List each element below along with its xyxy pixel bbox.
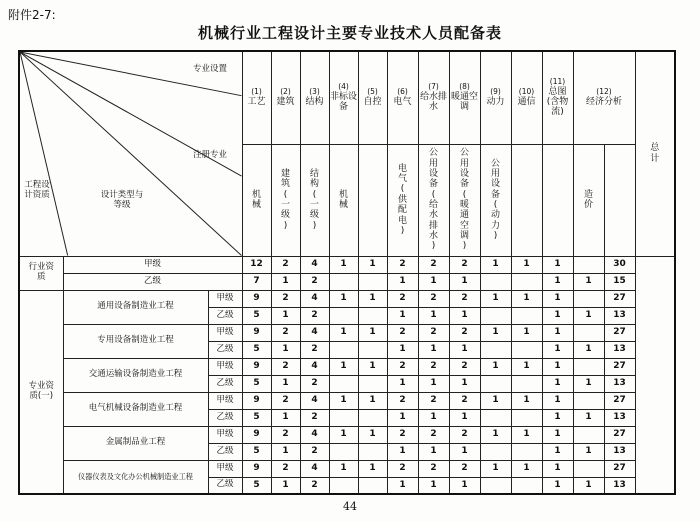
data-cell: 4: [300, 460, 329, 477]
data-cell: 2: [449, 256, 480, 273]
data-cell: 1: [573, 477, 604, 494]
data-cell: 1: [418, 443, 449, 460]
industry-qualification-label: 行业资质: [19, 256, 63, 290]
data-cell: 1: [573, 375, 604, 392]
data-cell: [511, 443, 542, 460]
design-type-label: 通用设备制造业工程: [63, 290, 208, 324]
column-name: 经济分析: [586, 96, 623, 107]
grade-label: 乙级: [208, 307, 242, 324]
data-cell: 1: [271, 273, 300, 290]
data-cell: 1: [542, 341, 573, 358]
column-name: 自控: [363, 96, 382, 107]
design-type-label: 电气机械设备制造业工程: [63, 392, 208, 426]
grade-label: 乙级: [208, 341, 242, 358]
data-cell: 2: [418, 290, 449, 307]
data-cell: 9: [242, 290, 271, 307]
grade-label: 甲级: [63, 256, 242, 273]
data-cell: 4: [300, 290, 329, 307]
table-row: [19, 256, 675, 273]
grade-label: 甲级: [208, 460, 242, 477]
data-cell: 1: [387, 307, 418, 324]
data-cell: 1: [387, 375, 418, 392]
data-cell: 1: [511, 256, 542, 273]
data-cell: 5: [242, 307, 271, 324]
data-cell: [329, 443, 358, 460]
data-cell: 2: [387, 256, 418, 273]
column-number: (11): [549, 76, 566, 86]
grade-label: 甲级: [208, 290, 242, 307]
data-cell: 5: [242, 375, 271, 392]
data-cell: 2: [271, 392, 300, 409]
data-cell: [573, 460, 604, 477]
data-cell: 7: [242, 273, 271, 290]
corner-label-qualification: 工程设计资质: [24, 180, 50, 201]
data-cell: 1: [271, 307, 300, 324]
data-cell: 1: [573, 341, 604, 358]
data-cell: 2: [387, 358, 418, 375]
data-cell: 9: [242, 460, 271, 477]
design-type-label: 仪器仪表及文化办公机械制造业工程: [63, 460, 208, 494]
table-title: 机械行业工程设计主要专业技术人员配备表: [197, 24, 502, 42]
corner-label-registered: 注册专业: [192, 150, 227, 160]
total-cell: 13: [604, 375, 635, 392]
grade-label: 乙级: [208, 409, 242, 426]
column-number: (3): [309, 87, 320, 97]
data-cell: [329, 273, 358, 290]
data-cell: [511, 375, 542, 392]
data-cell: 2: [418, 256, 449, 273]
data-cell: [573, 358, 604, 375]
data-cell: 1: [511, 392, 542, 409]
data-cell: [573, 324, 604, 341]
data-cell: 1: [542, 443, 573, 460]
grade-label: 甲级: [208, 358, 242, 375]
grade-label: 乙级: [63, 273, 242, 290]
column-number: (6): [397, 87, 408, 97]
data-cell: 5: [242, 409, 271, 426]
data-cell: 1: [271, 341, 300, 358]
data-cell: 1: [449, 307, 480, 324]
annex-label: 附件2-7:: [8, 8, 56, 22]
data-cell: [329, 409, 358, 426]
data-cell: 1: [511, 460, 542, 477]
grade-label: 乙级: [208, 477, 242, 494]
data-cell: 1: [329, 392, 358, 409]
column-name: 总图(含物流): [546, 86, 569, 118]
data-cell: 12: [242, 256, 271, 273]
data-cell: 1: [542, 477, 573, 494]
column-name: 建筑: [276, 96, 295, 107]
data-cell: 2: [271, 460, 300, 477]
design-type-label: 金属制品业工程: [63, 426, 208, 460]
data-cell: 1: [542, 392, 573, 409]
data-cell: 1: [542, 409, 573, 426]
data-cell: 1: [358, 460, 387, 477]
total-cell: 27: [604, 324, 635, 341]
data-cell: [358, 273, 387, 290]
data-cell: 1: [449, 477, 480, 494]
total-header: 总 计: [635, 51, 675, 256]
column-header-3: [300, 51, 329, 144]
data-cell: 9: [242, 358, 271, 375]
registered-cell-6: 电 气 ( 供 配 电 ): [387, 144, 418, 256]
column-number: (10): [518, 87, 535, 97]
data-cell: 1: [449, 273, 480, 290]
data-cell: [358, 443, 387, 460]
data-cell: 2: [300, 273, 329, 290]
data-cell: 1: [271, 477, 300, 494]
data-cell: 2: [418, 460, 449, 477]
data-cell: 1: [511, 358, 542, 375]
column-number: (2): [280, 87, 291, 97]
registered-cell-5: [358, 144, 387, 256]
data-cell: 9: [242, 324, 271, 341]
registered-cell-3: 结 构 ( 一 级 ): [300, 144, 329, 256]
data-cell: 5: [242, 341, 271, 358]
data-cell: 2: [271, 358, 300, 375]
data-cell: 4: [300, 324, 329, 341]
column-name: 暖通空调: [450, 91, 478, 113]
data-cell: [358, 409, 387, 426]
data-cell: [511, 409, 542, 426]
data-cell: 2: [300, 443, 329, 460]
registered-cell-7: 公 用 设 备 ( 给 水 排 水 ): [418, 144, 449, 256]
data-cell: 4: [300, 358, 329, 375]
data-cell: [511, 341, 542, 358]
corner-label-specialty: 专业设置: [192, 64, 227, 74]
data-cell: 4: [300, 256, 329, 273]
data-cell: 1: [418, 341, 449, 358]
data-cell: 1: [573, 443, 604, 460]
data-cell: 1: [480, 358, 511, 375]
column-name: 给水排水: [419, 91, 447, 113]
data-cell: 9: [242, 392, 271, 409]
column-number: (9): [490, 87, 501, 97]
data-cell: 2: [271, 290, 300, 307]
data-cell: [480, 307, 511, 324]
data-cell: [329, 477, 358, 494]
total-cell: 27: [604, 392, 635, 409]
data-cell: 1: [480, 290, 511, 307]
data-cell: 1: [358, 256, 387, 273]
registered-cell-12-reg_a: 造 价: [573, 144, 604, 256]
column-header-9: [480, 51, 511, 144]
data-cell: 2: [387, 426, 418, 443]
grade-label: 乙级: [208, 443, 242, 460]
data-cell: 1: [358, 392, 387, 409]
data-cell: [573, 290, 604, 307]
data-cell: [358, 341, 387, 358]
data-cell: 2: [387, 460, 418, 477]
total-cell: 15: [604, 273, 635, 290]
column-header-12: [573, 51, 635, 144]
data-cell: [480, 341, 511, 358]
page-number: 44: [343, 500, 357, 513]
table-row: [19, 426, 675, 443]
data-cell: 1: [449, 443, 480, 460]
data-cell: 2: [387, 324, 418, 341]
data-cell: [511, 273, 542, 290]
data-cell: [573, 392, 604, 409]
grade-label: 甲级: [208, 392, 242, 409]
data-cell: [573, 256, 604, 273]
total-cell: 30: [604, 256, 635, 273]
data-cell: 2: [300, 409, 329, 426]
data-cell: 1: [329, 290, 358, 307]
data-cell: 4: [300, 392, 329, 409]
data-cell: 2: [300, 307, 329, 324]
data-cell: 1: [511, 324, 542, 341]
column-number: (1): [251, 87, 262, 97]
column-header-1: [242, 51, 271, 144]
column-header-7: [418, 51, 449, 144]
total-cell: 27: [604, 358, 635, 375]
registered-cell-8: 公 用 设 备 ( 暖 通 空 调 ): [449, 144, 480, 256]
data-cell: 1: [329, 324, 358, 341]
registered-cell-10: [511, 144, 542, 256]
data-cell: 1: [387, 477, 418, 494]
staffing-table: [18, 50, 676, 495]
column-name: 工艺: [247, 96, 266, 107]
header-corner-cell: [19, 51, 242, 256]
data-cell: 5: [242, 443, 271, 460]
data-cell: [573, 426, 604, 443]
registered-cell-9: 公 用 设 备 ( 动 力 ): [480, 144, 511, 256]
data-cell: 1: [542, 290, 573, 307]
total-cell: 27: [604, 426, 635, 443]
data-cell: 2: [271, 324, 300, 341]
data-cell: 2: [387, 290, 418, 307]
column-header-4: [329, 51, 358, 144]
data-cell: 1: [271, 443, 300, 460]
registered-cell-11: [542, 144, 573, 256]
data-cell: [329, 341, 358, 358]
data-cell: 1: [480, 460, 511, 477]
data-cell: 1: [511, 290, 542, 307]
table-row: [19, 392, 675, 409]
specialty-qualification-label: 专业资质(一): [19, 290, 63, 494]
data-cell: 1: [542, 324, 573, 341]
data-cell: 2: [300, 375, 329, 392]
grade-label: 甲级: [208, 426, 242, 443]
data-cell: 2: [449, 358, 480, 375]
grade-label: 乙级: [208, 375, 242, 392]
data-cell: 2: [300, 341, 329, 358]
data-cell: [480, 477, 511, 494]
data-cell: 1: [358, 358, 387, 375]
column-header-11: [542, 51, 573, 144]
table-row: [19, 324, 675, 341]
column-header-2: [271, 51, 300, 144]
data-cell: 1: [387, 273, 418, 290]
data-cell: 1: [542, 460, 573, 477]
data-cell: 1: [358, 324, 387, 341]
data-cell: 1: [271, 409, 300, 426]
column-name: 通信: [517, 96, 536, 107]
data-cell: 1: [573, 409, 604, 426]
table-row: [19, 273, 675, 290]
data-cell: 2: [418, 392, 449, 409]
column-number: (7): [428, 82, 439, 92]
data-cell: 1: [418, 307, 449, 324]
data-cell: 1: [573, 307, 604, 324]
data-cell: 1: [542, 426, 573, 443]
data-cell: 2: [418, 358, 449, 375]
data-cell: 1: [329, 460, 358, 477]
column-header-6: [387, 51, 418, 144]
column-number: (8): [459, 82, 470, 92]
data-cell: 1: [358, 290, 387, 307]
data-cell: [511, 307, 542, 324]
data-cell: 2: [449, 460, 480, 477]
column-name: 结构: [305, 96, 324, 107]
data-cell: [480, 375, 511, 392]
data-cell: 1: [480, 426, 511, 443]
total-cell: 13: [604, 443, 635, 460]
column-name: 动力: [486, 96, 505, 107]
total-cell: 13: [604, 307, 635, 324]
data-cell: 1: [542, 256, 573, 273]
registered-cell-12-reg_b: [604, 144, 635, 256]
column-name: 非标设备: [329, 91, 357, 113]
data-cell: [329, 307, 358, 324]
data-cell: 1: [449, 375, 480, 392]
column-number: (12): [596, 87, 612, 97]
data-cell: 1: [480, 256, 511, 273]
data-cell: 1: [387, 409, 418, 426]
data-cell: [358, 375, 387, 392]
data-cell: 2: [449, 324, 480, 341]
data-cell: 1: [542, 358, 573, 375]
data-cell: 2: [271, 426, 300, 443]
data-cell: 1: [449, 409, 480, 426]
table-row: [19, 358, 675, 375]
data-cell: 2: [449, 392, 480, 409]
total-cell: 13: [604, 477, 635, 494]
data-cell: 2: [271, 256, 300, 273]
data-cell: 1: [418, 375, 449, 392]
data-cell: 5: [242, 477, 271, 494]
data-cell: 1: [418, 477, 449, 494]
data-cell: 1: [418, 409, 449, 426]
data-cell: 1: [271, 375, 300, 392]
data-cell: 1: [329, 358, 358, 375]
data-cell: 1: [418, 273, 449, 290]
data-cell: [480, 273, 511, 290]
design-type-label: 专用设备制造业工程: [63, 324, 208, 358]
data-cell: 9: [242, 426, 271, 443]
data-cell: 2: [418, 426, 449, 443]
column-number: (5): [367, 87, 378, 97]
data-cell: 1: [480, 392, 511, 409]
total-cell: 27: [604, 460, 635, 477]
registered-cell-1: 机 械: [242, 144, 271, 256]
data-cell: 4: [300, 426, 329, 443]
data-cell: 1: [542, 307, 573, 324]
data-cell: 1: [358, 426, 387, 443]
data-cell: 2: [387, 392, 418, 409]
data-cell: 1: [329, 426, 358, 443]
data-cell: 2: [300, 477, 329, 494]
column-name: 电气: [393, 96, 412, 107]
registered-cell-4: 机 械: [329, 144, 358, 256]
data-cell: [358, 307, 387, 324]
data-cell: 2: [449, 426, 480, 443]
data-cell: 1: [387, 341, 418, 358]
data-cell: [329, 375, 358, 392]
data-cell: 1: [387, 443, 418, 460]
corner-label-design-type: 设计类型与等级: [100, 190, 144, 211]
data-cell: 1: [573, 273, 604, 290]
grade-label: 甲级: [208, 324, 242, 341]
column-header-5: [358, 51, 387, 144]
column-number: (4): [338, 82, 349, 92]
registered-cell-2: 建 筑 ( 一 级 ): [271, 144, 300, 256]
data-cell: 1: [542, 375, 573, 392]
data-cell: 1: [329, 256, 358, 273]
column-header-8: [449, 51, 480, 144]
data-cell: 1: [449, 341, 480, 358]
data-cell: [511, 477, 542, 494]
total-cell: 27: [604, 290, 635, 307]
table-row: [19, 290, 675, 307]
data-cell: [358, 477, 387, 494]
data-cell: [480, 409, 511, 426]
data-cell: 2: [418, 324, 449, 341]
data-cell: 1: [511, 426, 542, 443]
design-type-label: 交通运输设备制造业工程: [63, 358, 208, 392]
column-header-10: [511, 51, 542, 144]
data-cell: 1: [542, 273, 573, 290]
total-cell: 13: [604, 341, 635, 358]
data-cell: 1: [480, 324, 511, 341]
data-cell: 2: [449, 290, 480, 307]
total-cell: 13: [604, 409, 635, 426]
table-row: [19, 460, 675, 477]
data-cell: [480, 443, 511, 460]
